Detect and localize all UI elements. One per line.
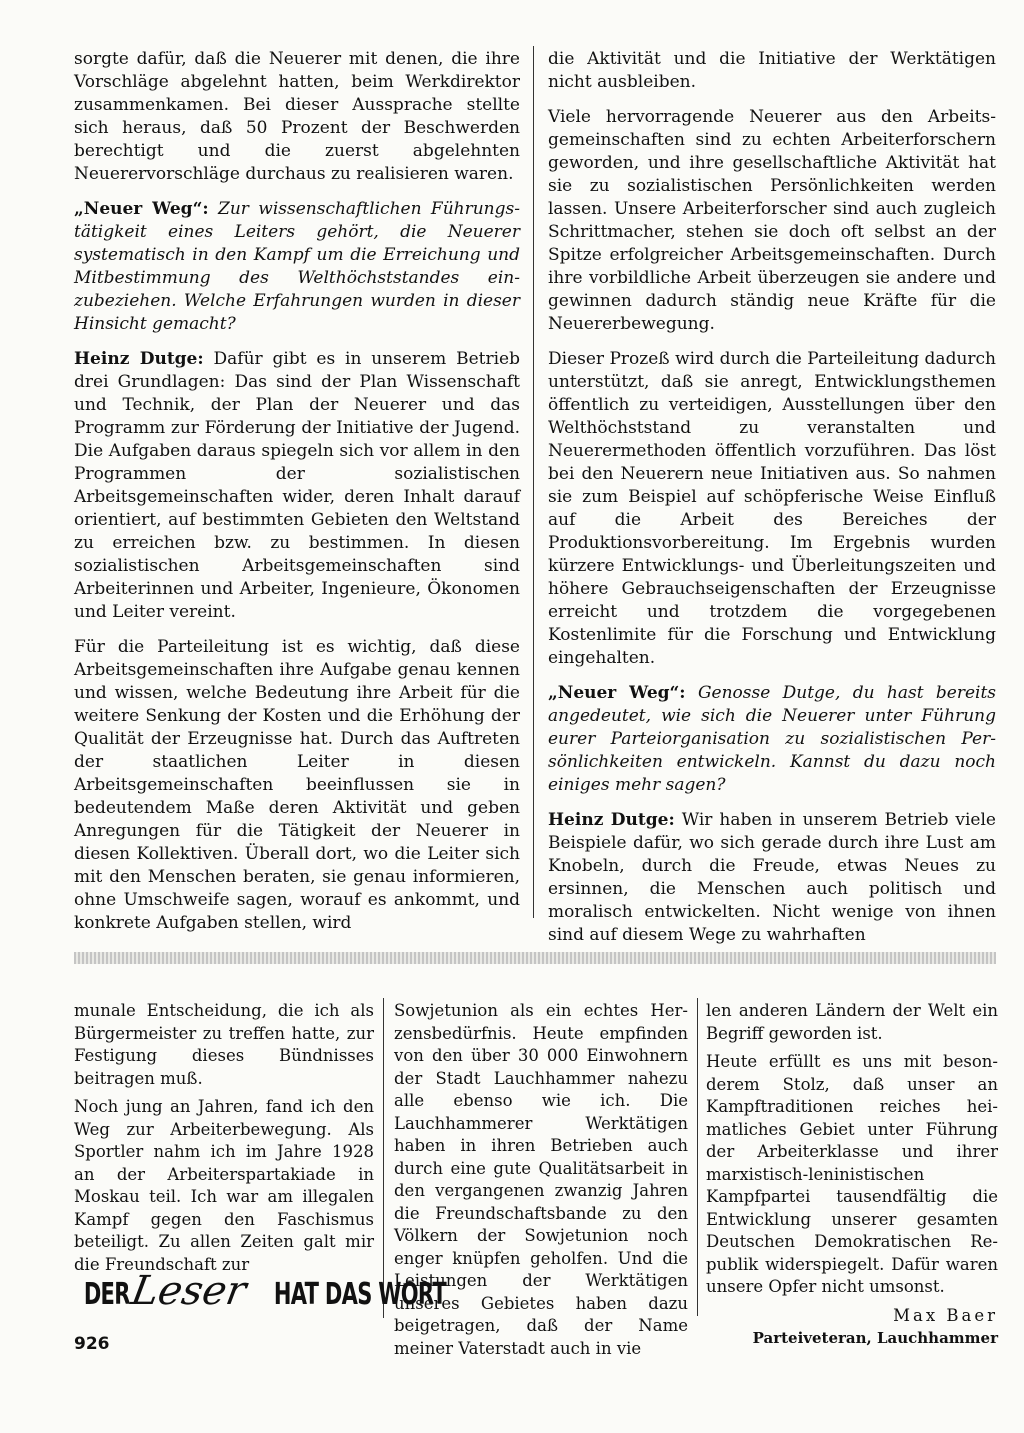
author-name: Max Baer <box>893 1305 998 1325</box>
paragraph: Für die Parteileitung ist es wichtig, daß diese Arbeitsgemeinschaften ihre Aufgabe genau kennen und wissen, welche Bedeutung ihre Arbeit für die weitere Senkung der Kosten und die Erhöhung der Qualität der Erzeugnisse hat. Durch das Auftreten der staatlichen Leiter in diesen Arbeitsgemeinschaften beeinflussen sie in bedeutendem Maße deren Aktivität und geben Anregungen für die Tätigkeit der Neuerer in diesen Kollektiven. Überall dort, wo die Leiter sich mit den Menschen beraten, sie genau informieren, ohne Umschweife sagen, worauf es ankommt, und konkrete Aufgaben stellen, wird <box>74 637 520 933</box>
page-number: 926 <box>74 1334 110 1354</box>
logo-text-right: HAT DAS WORT <box>273 1277 447 1312</box>
paragraph: die Aktivität und die Initiative der Werktätigen nicht ausbleiben. <box>548 49 996 92</box>
paragraph: Heute erfüllt es uns mit besonderem Stolz, daß unser an Kampftraditionen reiches heimatliches Gebiet unter Führung der Arbeiterklasse und ihrer marxistisch-leninistischen Kampfpartei tausendfältig die Entwicklung unserer gesamten Deutschen Demokratischen Republik widerspiegelt. Dafür waren unsere Opfer nicht umsonst. <box>706 1052 998 1296</box>
section-separator-band <box>74 952 996 964</box>
column-top-right <box>548 48 996 959</box>
question-text: Genosse Dutge, du hast bereits angedeutet, wie sich die Neuerer unter Führung eurer Parteiorganisation zu sozialistischen Persönlichkeiten entwickeln. Kannst du dazu noch einiges mehr sagen? <box>548 683 996 795</box>
column-divider <box>697 998 698 1316</box>
logo-text-script: Leser <box>127 1268 250 1314</box>
paragraph: len anderen Ländern der Welt ein Begriff geworden ist. <box>706 1001 998 1043</box>
paragraph: Dieser Prozeß wird durch die Parteileitung dadurch unterstützt, daß sie anregt, Entwicklungsthemen öffentlich zu verteidigen, Ausstellungen über den Welthöchststand zu veranstalten und Neuerermethoden öffentlich vorzuführen. Das löst bei den Neuerern neue Initiativen aus. So nahmen sie zum Beispiel auf schöpferische Weise Einfluß auf die Arbeit des Bereiches der Produktionsvorbereitung. Im Ergebnis wurden kürzere Entwicklungs- und Überleitungszeiten und höhere Gebrauchseigenschaften der Erzeugnisse erreicht und trotzdem die vorgegebenen Kostenlimite für die Forschung und Entwicklung eingehalten. <box>548 349 996 668</box>
interview-answer <box>548 809 996 947</box>
interview-question <box>74 198 520 336</box>
speaker-label: Heinz Dutge: <box>548 810 675 830</box>
speaker-label: „Neuer Weg“: <box>74 199 209 219</box>
speaker-label: „Neuer Weg“: <box>548 683 686 703</box>
signature-block <box>706 1305 998 1350</box>
paragraph: Viele hervorragende Neuerer aus den Arbeitsgemeinschaften sind zu echten Arbeiterforschern geworden, und ihre gesellschaftliche Aktivität hat sie zu sozialistischen Persönlichkeiten werden lassen. Unsere Arbeiterforscher sind auch zugleich Schrittmacher, stehen sie doch oft selbst an der Spitze erfolgreicher Arbeitsgemeinschaften. Durch ihre vorbildliche Arbeit überzeugen sie andere und gewinnen dadurch ständig neue Kräfte für die Neuererbewegung. <box>548 107 996 334</box>
author-role: Parteiveteran, Lauchhammer <box>752 1329 998 1347</box>
answer-text: Dafür gibt es in unserem Betrieb drei Grundlagen: Das sind der Plan Wissenschaft und Technik, der Plan der Neuerer und das Programm zur Förderung der Initiative der Jugend. Die Aufgaben daraus spiegeln sich vor allem in den Programmen der sozialistischen Arbeitsgemeinschaften wider, deren Inhalt darauf orientiert, auf bestimmten Gebieten den Weltstand zu erreichen bzw. zu bestimmen. In diesen sozialistischen Arbeitsgemeinschaften sind Arbeiterinnen und Arbeiter, Ingenieure, Ökonomen und Leiter vereint. <box>74 349 521 622</box>
column-bottom-3 <box>706 1000 998 1350</box>
interview-question <box>548 682 996 797</box>
answer-text: Wir haben in unserem Betrieb viele Beispiele dafür, wo sich gerade durch ihre Lust am Knobeln, durch die Freude, etwas Neues zu ersinnen, die Menschen auch politisch und moralisch entwickelten. Nicht wenige von ihnen sind auf diesem Wege zu wahrhaften <box>548 810 996 945</box>
paragraph: sorgte dafür, daß die Neuerer mit denen, die ihre Vorschläge abgelehnt hatten, beim Werkdirektor zusammenkamen. Bei dieser Aussprache stellte sich heraus, daß 50 Prozent der Beschwerden berechtigt und die zuerst abgelehnten Neuerervorschläge durchaus zu realisieren waren. <box>74 49 520 184</box>
logo-text-left: DER <box>83 1277 130 1312</box>
section-logo <box>74 1268 483 1318</box>
paragraph: munale Entscheidung, die ich als Bürgermeister zu treffen hatte, zur Festigung dieses Bündnisses beitragen muß. <box>74 1001 374 1088</box>
paragraph: Sowjetunion als ein echtes Herzensbedürfnis. Heute empfinden von den über 30 000 Einwohnern der Stadt Lauchhammer nahezu alle ebenso wie ich. Die Lauchhammerer Werktätigen haben in ihren Betrieben auch durch eine gute Qualitätsarbeit in den vergangenen zwanzig Jahren die Freundschaftsbande zu den Völkern der Sowjetunion noch enger knüpfen geholfen. Und die Leistungen der Werktätigen unseres Gebietes haben dazu beigetragen, daß der Name meiner Vaterstadt auch in vie <box>394 1001 688 1358</box>
speaker-label: Heinz Dutge: <box>74 349 204 369</box>
interview-answer <box>74 348 520 624</box>
column-top-left <box>74 48 520 947</box>
paragraph: Noch jung an Jahren, fand ich den Weg zur Arbeiterbewegung. Als Sportler nahm ich im Jahre 1928 an der Arbeiterspartakiade in Moskau teil. Ich war am illegalen Kampf gegen den Faschismus beteiligt. Zu allen Zeiten galt mir die Freundschaft zur <box>74 1097 374 1274</box>
question-text: Zur wissenschaftlichen Führungstätigkeit eines Leiters gehört, die Neuerer systematisch in den Kampf um die Erreichung und Mitbestimmung des Welthöchststandes einzubeziehen. Welche Erfahrungen wurden in dieser Hinsicht gemacht? <box>74 199 520 334</box>
column-divider <box>533 46 534 918</box>
column-bottom-1 <box>74 1000 374 1282</box>
